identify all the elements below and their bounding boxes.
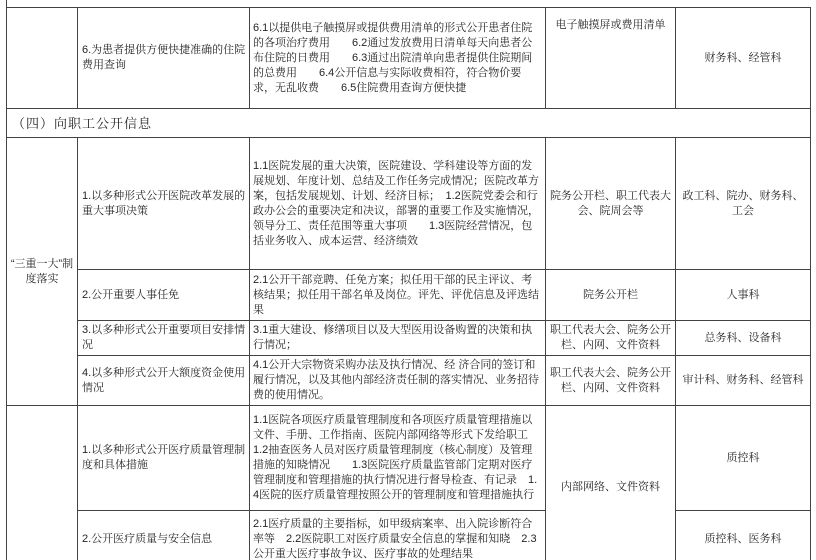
table-row: [7, 406, 811, 511]
category-cell-empty: [7, 8, 78, 109]
detail-cell: 4.1公开大宗物资采购办法及执行情况、经 济合同的签订和履行情况，以及其他内部经济责任制的落实情况、业务招待费的使用情况。: [250, 356, 546, 406]
channel-cell-merged: 内部网络、文件资料: [546, 406, 676, 560]
table-row: [7, 356, 811, 406]
department-cell: 审计科、财务科、经管科: [676, 356, 811, 406]
item-cell: 1.以多种形式公开医院改革发展的重大事项决策: [78, 138, 250, 270]
detail-cell: 6.1以提供电子触摸屏或提供费用清单的形式公开患者住院的各项治疗费用 6.2通过发放费用日清单每天向患者公布住院的日费用 6.3通过出院清单向患者提供住院期间的总费用 6.4公开信息与实际收费相符，符合物价要求，无乱收费 6.5住院费用查询方便快捷: [250, 8, 546, 109]
detail-cell: 3.1重大建设、修缮项目以及大型医用设备购置的决策和执行情况；: [250, 321, 546, 356]
department-cell: 财务科、经管科: [676, 8, 811, 109]
category-cell: “三重一大”制度落实: [7, 138, 78, 406]
detail-cell: 2.1医疗质量的主要指标，如甲级病案率、出入院诊断符合率等 2.2医院职工对医疗质量安全信息的掌握和知晓 2.3公开重大医疗事故争议、医疗事故的处理结果: [250, 511, 546, 560]
item-cell: 4.以多种形式公开大额度资金使用情况: [78, 356, 250, 406]
item-cell: 1.以多种形式公开医疗质量管理制度和具体措施: [78, 406, 250, 511]
department-cell: 政工科、院办、财务科、工会: [676, 138, 811, 270]
channel-cell: 职工代表大会、院务公开栏、内网、文件资料: [546, 321, 676, 356]
detail-cell: 1.1医院各项医疗质量管理制度和各项医疗质量管理措施以文件、手册、工作指南、医院内部网络等形式下发给职工 1.2抽查医务人员对医疗质量管理制度（核心制度）及管理措施的知晓情况 1.3医院医疗质量监管部门定期对医疗管理制度和管理措施的执行情况进行督导检查、有记录 1.4医院的医疗质量管理按照公开的管理制度和管理措施执行: [250, 406, 546, 511]
department-cell: 质控科: [676, 406, 811, 511]
channel-cell: 院务公开栏: [546, 270, 676, 321]
detail-cell: 1.1医院发展的重大决策，医院建设、学科建设等方面的发展规划、年度计划、总结及工作任务完成情况；医院改革方案，包括发展规划、计划、经济目标； 1.2医院党委会和行政办公会的重要决定和决议，部署的重要工作及实施情况，领导分工、责任范围等重大事项 1.3医院经营情况，包括业务收入、成本运营、经济绩效: [250, 138, 546, 270]
information-disclosure-table: [6, 7, 811, 560]
department-cell: 质控科、医务科: [676, 511, 811, 560]
channel-cell: 电子触摸屏或费用清单: [546, 8, 676, 109]
channel-cell: 院务公开栏、职工代表大会、院周会等: [546, 138, 676, 270]
table-row: [7, 511, 811, 560]
table-row: [7, 321, 811, 356]
table-row-continued: [7, 8, 811, 109]
category-cell-empty: [7, 406, 78, 560]
department-cell: 人事科: [676, 270, 811, 321]
department-cell: 总务科、设备科: [676, 321, 811, 356]
item-cell: 2.公开重要人事任免: [78, 270, 250, 321]
table-row-section-header: [7, 109, 811, 138]
table-row: [7, 138, 811, 270]
item-cell: 2.公开医疗质量与安全信息: [78, 511, 250, 560]
item-cell: 6.为患者提供方便快捷准确的住院费用查询: [78, 8, 250, 109]
detail-cell: 2.1公开干部竞聘、任免方案；拟任用干部的民主评议、考核结果；拟任用干部名单及岗位。评先、评优信息及评选结果: [250, 270, 546, 321]
section-header: （四）向职工公开信息: [7, 109, 811, 138]
channel-cell: 职工代表大会、院务公开栏、内网、文件资料: [546, 356, 676, 406]
table-row: [7, 270, 811, 321]
item-cell: 3.以多种形式公开重要项目安排情况: [78, 321, 250, 356]
